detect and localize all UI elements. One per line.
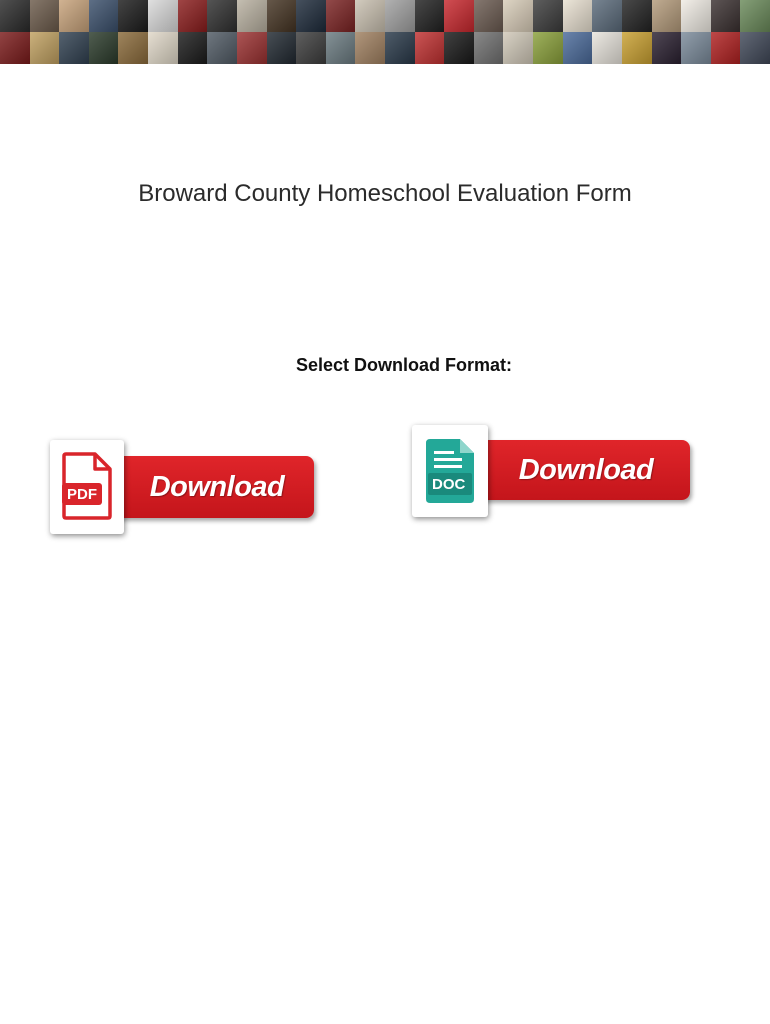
doc-download-button[interactable] xyxy=(410,425,694,521)
pdf-file-icon xyxy=(62,452,112,520)
pdf-download-button[interactable] xyxy=(50,440,318,538)
banner-cover-tile xyxy=(237,0,267,32)
banner-cover-tile xyxy=(385,32,415,64)
banner-cover-tile xyxy=(503,32,533,64)
header-banner-collage xyxy=(0,0,770,64)
banner-cover-tile xyxy=(652,32,682,64)
banner-cover-tile xyxy=(326,0,356,32)
banner-cover-tile xyxy=(681,0,711,32)
select-format-label: Select Download Format: xyxy=(295,355,513,375)
banner-cover-tile xyxy=(118,0,148,32)
doc-file-label: DOC xyxy=(432,476,466,493)
banner-cover-tile xyxy=(326,32,356,64)
page-title: Broward County Homeschool Evaluation Form xyxy=(138,180,632,207)
banner-cover-tile xyxy=(503,0,533,32)
banner-cover-tile xyxy=(296,32,326,64)
banner-cover-tile xyxy=(355,0,385,32)
banner-cover-tile xyxy=(533,32,563,64)
banner-cover-tile xyxy=(415,32,445,64)
banner-cover-tile xyxy=(740,0,770,32)
banner-cover-tile xyxy=(622,32,652,64)
banner-cover-tile xyxy=(296,0,326,32)
banner-cover-tile xyxy=(59,32,89,64)
banner-cover-tile xyxy=(592,0,622,32)
pdf-file-card[interactable] xyxy=(50,440,124,534)
banner-cover-tile xyxy=(711,32,741,64)
banner-cover-tile xyxy=(0,32,30,64)
banner-cover-tile xyxy=(355,32,385,64)
banner-cover-tile xyxy=(563,32,593,64)
doc-download-label: Download xyxy=(518,453,654,486)
banner-cover-tile xyxy=(474,0,504,32)
banner-cover-tile xyxy=(178,32,208,64)
banner-cover-tile xyxy=(59,0,89,32)
banner-cover-tile xyxy=(444,32,474,64)
banner-cover-tile xyxy=(148,32,178,64)
pdf-download-label: Download xyxy=(149,470,285,503)
banner-cover-tile xyxy=(118,32,148,64)
banner-cover-tile xyxy=(30,0,60,32)
banner-cover-tile xyxy=(385,0,415,32)
banner-cover-tile xyxy=(207,0,237,32)
banner-cover-tile xyxy=(178,0,208,32)
banner-cover-tile xyxy=(0,0,30,32)
doc-file-icon xyxy=(424,437,476,505)
banner-cover-tile xyxy=(474,32,504,64)
banner-cover-tile xyxy=(533,0,563,32)
doc-download-red-button[interactable] xyxy=(472,440,690,500)
banner-cover-tile xyxy=(89,32,119,64)
pdf-file-label: PDF xyxy=(67,486,97,503)
banner-cover-tile xyxy=(563,0,593,32)
banner-cover-tile xyxy=(237,32,267,64)
banner-cover-tile xyxy=(444,0,474,32)
banner-cover-tile xyxy=(622,0,652,32)
banner-cover-tile xyxy=(30,32,60,64)
banner-cover-tile xyxy=(415,0,445,32)
banner-cover-tile xyxy=(89,0,119,32)
banner-cover-tile xyxy=(267,32,297,64)
banner-cover-tile xyxy=(148,0,178,32)
banner-cover-tile xyxy=(207,32,237,64)
banner-cover-tile xyxy=(711,0,741,32)
banner-cover-tile xyxy=(740,32,770,64)
doc-file-card[interactable] xyxy=(412,425,488,517)
banner-cover-tile xyxy=(652,0,682,32)
banner-cover-tile xyxy=(681,32,711,64)
pdf-download-red-button[interactable] xyxy=(110,456,314,518)
banner-cover-tile xyxy=(267,0,297,32)
banner-cover-tile xyxy=(592,32,622,64)
